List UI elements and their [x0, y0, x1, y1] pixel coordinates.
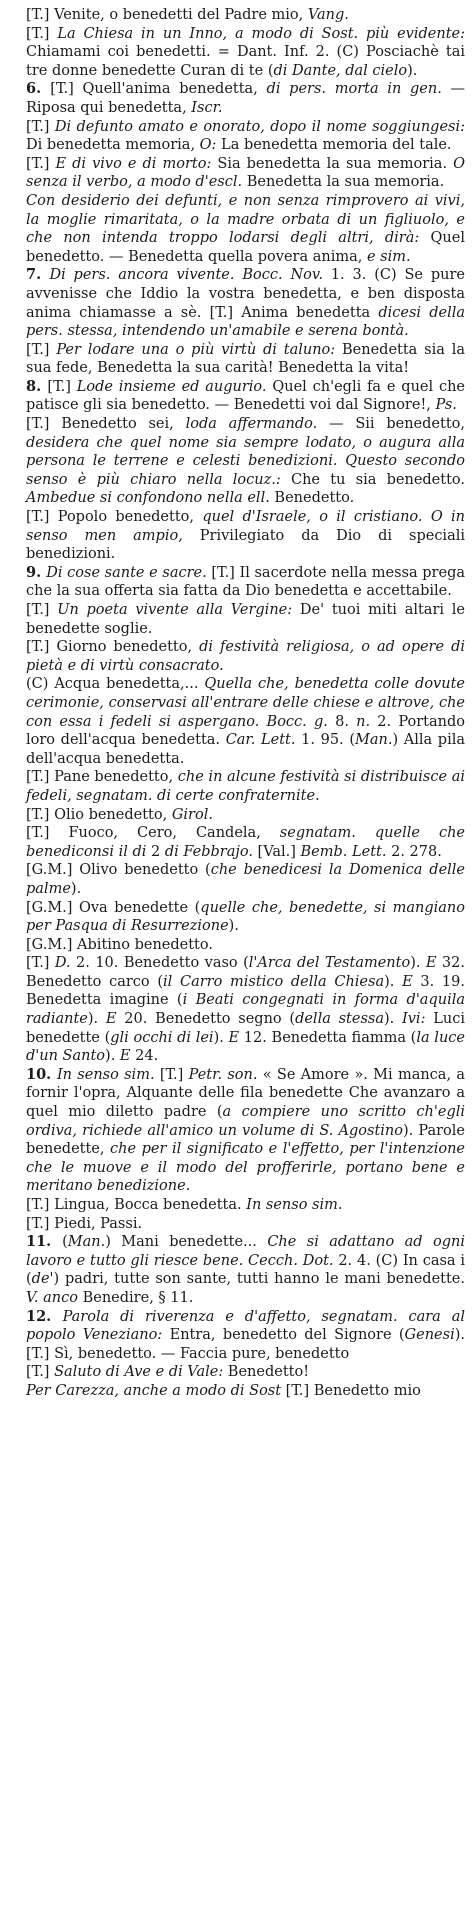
text-run: Benedire, § 11. — [78, 1289, 194, 1306]
text-run: [T.] — [26, 118, 55, 135]
text-run: Che tu sia benedetto. — [280, 471, 465, 488]
entry-paragraph — [8, 1363, 465, 1382]
text-run: 32. Benedetto carco ( — [26, 955, 465, 990]
text-run: 2. 278. — [386, 843, 442, 860]
italic-run: di festività religiosa, o ad opere di pietà e di virtù consacrato. — [26, 639, 465, 674]
text-run: Entra, benedetto del Signore ( — [162, 1327, 405, 1344]
italic-run: Ivi: — [402, 1011, 426, 1028]
italic-run: dicesi della pers. stessa, intendendo un'amabile e serena bontà. — [26, 304, 465, 340]
italic-run: Ps. — [435, 397, 457, 414]
italic-run: che in alcune festività si distribuisce ai fedeli, segnatam. di certe confraternite. — [26, 769, 465, 804]
section-number: 8. — [26, 377, 48, 395]
italic-run: Parola di riverenza e d'affetto, segnatam. cara al popolo Veneziano: — [26, 1308, 465, 1344]
text-run: [T.] Quell'anima benedetta, — [50, 81, 267, 98]
text-run: [T.] — [26, 602, 58, 618]
entry-paragraph — [8, 954, 465, 1066]
italic-run: V. anco — [26, 1289, 78, 1306]
entry-paragraph — [8, 1382, 465, 1401]
italic-run: gli occhi di lei — [110, 1029, 214, 1046]
text-run: ). — [383, 1011, 403, 1028]
entry-paragraph — [8, 415, 465, 508]
text-run: [T.] Benedetto mio — [281, 1382, 421, 1399]
italic-run: E — [228, 1029, 240, 1046]
text-run: ). [T.] Sì, benedetto. — Faccia pure, benedetto — [26, 1327, 465, 1362]
entry-paragraph — [8, 1308, 465, 1364]
text-run: 1. 3. (C) Se pure avvenisse che Iddio la vostra benedetta, e ben disposta anima chiamasse a sè. [T.] Anima benedetta — [26, 267, 465, 321]
text-run: 20. Benedetto segno ( — [116, 1011, 296, 1028]
italic-run: Man. — [67, 1234, 106, 1251]
italic-run: E — [119, 1048, 131, 1065]
text-run: [G.M.] Ova benedette ( — [26, 899, 201, 916]
italic-run: Un poeta vivente alla Vergine: — [57, 602, 293, 618]
italic-run: la luce d'un Santo — [26, 1029, 465, 1065]
text-run: — Sii benedetto, — [317, 416, 465, 433]
italic-run: che per il significato e l'effetto, per l'intenzione che le muove e il modo del profferirle, portano bene e meritano benedizione. — [26, 1141, 465, 1195]
italic-run: Per lodare una o più virtù di taluno: — [56, 341, 336, 358]
italic-run: Vang. — [307, 7, 349, 23]
text-run: (C) Acqua benedetta,... — [26, 676, 205, 693]
entry-paragraph — [8, 768, 465, 805]
italic-run: D. — [54, 955, 71, 972]
text-run: [T.] — [26, 155, 56, 172]
section-number: 6. — [26, 80, 51, 98]
text-run: [T.] — [154, 1066, 189, 1083]
entry-paragraph — [8, 341, 465, 378]
italic-run: Con desiderio dei defunti, e non senza rimprovero ai vivi, la moglie rimaritata, o la madre orbata di un figliuolo, e che non intenda troppo lodarsi degli altri, dirà: — [26, 192, 465, 247]
italic-run: loda affermando. — [185, 416, 318, 433]
italic-run: Di cose sante e sacre. — [46, 564, 207, 581]
entry-paragraph — [8, 155, 465, 192]
text-run: [G.M.] Abitino benedetto. — [26, 936, 213, 953]
italic-run: Di defunto amato e onorato, dopo il nome soggiungesi: — [54, 118, 465, 135]
italic-run: E — [402, 973, 413, 990]
section-number: 10. — [26, 1065, 57, 1083]
text-run: [T.] Popolo benedetto, — [26, 509, 203, 526]
text-run: 1. 95. ( — [295, 732, 355, 749]
text-run: ) Alla pila dell'acqua benedetta. — [26, 732, 465, 767]
italic-run: l'Arca del Testamento — [248, 955, 411, 972]
text-run: [Val.] — [252, 843, 301, 860]
text-run: ). — [213, 1029, 229, 1046]
entry-paragraph — [8, 564, 465, 601]
italic-run: Di pers. ancora vivente. Bocc. Nov. — [49, 267, 323, 284]
italic-run: Saluto di Ave e di Vale: — [54, 1364, 224, 1381]
entry-paragraph — [8, 118, 465, 155]
text-run: ). — [410, 955, 426, 972]
text-run: 8. — [327, 713, 357, 730]
italic-run: della stessa — [295, 1011, 384, 1028]
italic-run: Girol. — [171, 806, 213, 823]
italic-run: In senso sim. — [56, 1066, 155, 1083]
italic-run: O senza il verbo, a modo d'escl. — [26, 155, 465, 191]
italic-run: E — [425, 955, 437, 972]
text-run: « Se Amore ». Mi manca, a fornir l'opra, Alquante delle fila benedette Che avanzaro a quel mio diletto padre ( — [26, 1066, 465, 1121]
entry-paragraph — [8, 1196, 465, 1215]
italic-run: In senso sim. — [246, 1197, 343, 1213]
entry-paragraph — [8, 6, 465, 25]
italic-run: de' — [31, 1271, 54, 1288]
entry-paragraph — [8, 266, 465, 340]
italic-run: il Carro mistico della Chiesa — [163, 973, 385, 990]
text-run: Privilegiato da Dio di speciali benedizioni. — [26, 527, 465, 563]
italic-run: i Beati congegnati in forma d'aquila radiante — [26, 992, 465, 1028]
text-run: ). Parole benedette, — [26, 1122, 465, 1158]
italic-run: n. — [356, 713, 371, 730]
entry-paragraph — [8, 25, 465, 81]
text-run: Sia benedetta la sua memoria. — [211, 155, 454, 172]
entry-paragraph — [8, 1233, 465, 1307]
entry-paragraph — [8, 675, 465, 768]
entry-paragraph — [8, 601, 465, 638]
text-run: [T.] — [26, 1364, 55, 1381]
text-run: Chiamami coi benedetti. = Dant. Inf. 2. (C) Posciachè tai tre donne benedette Curan di te ( — [26, 44, 465, 79]
text-run: ). — [228, 918, 239, 935]
entry-paragraph — [8, 508, 465, 564]
text-run: [T.] — [26, 955, 55, 972]
entry-paragraph — [8, 638, 465, 675]
text-run: Benedetto. — [269, 490, 355, 507]
italic-run: Ambedue si confondono nella ell. — [26, 490, 270, 507]
entry-paragraph — [8, 192, 465, 266]
italic-run: Che si adattano ad ogni lavoro e tutto gli riesce bene. Cecch. Dot. — [26, 1234, 465, 1269]
italic-run: e sim. — [366, 248, 411, 265]
section-number: 12. — [26, 1307, 63, 1325]
entry-paragraph — [8, 824, 465, 861]
italic-run: di Dante, dal cielo — [273, 62, 408, 79]
entry-paragraph — [8, 1066, 465, 1196]
entry-paragraph — [8, 936, 465, 955]
italic-run: La Chiesa in un Inno, a modo di Sost. più evidente: — [57, 25, 466, 42]
text-run: 12. Benedetta fiamma ( — [239, 1029, 417, 1046]
text-run: Quel ch'egli fa e quel che patisce gli sia benedetto. — Benedetti voi dal Signore!, — [26, 378, 466, 414]
text-run: ). — [70, 880, 82, 897]
italic-run: segnatam. quelle che benediconsi il di — [26, 825, 465, 860]
text-run: Di benedetta memoria, — [26, 137, 200, 154]
text-run: La benedetta memoria del tale. — [216, 137, 452, 154]
text-run: [T.] Olio benedetto, — [26, 806, 172, 823]
text-run: Quel benedetto. — Benedetta quella povera anima, — [26, 230, 465, 265]
text-run: 2 — [146, 843, 165, 860]
text-run: [T.] Fuoco, Cero, Candela, — [26, 825, 280, 842]
text-run: 2. 4. (C) In casa i ( — [26, 1252, 465, 1288]
text-run: [T.] Giorno benedetto, — [26, 639, 200, 656]
text-run: ) padri, tutte son sante, tutti hanno le mani benedette. — [53, 1271, 465, 1288]
italic-run: quelle che, benedette, si mangiano per Pasqua di Resurrezione — [26, 899, 466, 935]
text-run: ). — [87, 1011, 106, 1028]
text-run: ( — [62, 1234, 68, 1251]
italic-run: che benedicesi la Domenica delle palme — [26, 862, 466, 897]
italic-run: desidera che quel nome sia sempre lodato, o augura alla persona le terrene e celesti benedizioni. Questo secondo senso è più chiaro nella locuz.: — [26, 434, 465, 488]
italic-run: a compiere uno scritto ch'egli ordiva, richiede all'amico un volume di S. Agostino — [26, 1104, 465, 1139]
text-run: [T.] Il sacerdote nella messa prega che la sua offerta sia fatta da Dio benedetta e accettabile. — [26, 564, 465, 600]
text-run: [T.] — [26, 25, 58, 42]
section-number: 11. — [26, 1233, 63, 1251]
entry-paragraph — [8, 1215, 465, 1234]
section-number: 7. — [26, 266, 50, 284]
entry-paragraph — [8, 899, 465, 936]
text-run: ). — [407, 62, 418, 79]
italic-run: E di vivo e di morto: — [55, 155, 212, 172]
italic-run: di pers. morta in gen. — [266, 81, 442, 98]
italic-run: Man. — [355, 732, 393, 749]
text-run: ). — [384, 973, 403, 990]
text-run: [T.] Venite, o benedetti del Padre mio, — [26, 7, 308, 23]
italic-run: Quella che, benedetta colle dovute cerimonie, conservasi all'entrare delle chiese e altrove, che con essa i fedeli si aspergano. Bocc. g. — [26, 676, 465, 730]
italic-run: E — [105, 1011, 117, 1028]
text-run: 3. 19. Benedetta imagine ( — [26, 973, 465, 1009]
italic-run: O: — [199, 137, 217, 154]
text-run: ). — [105, 1048, 120, 1065]
text-run: [T.] Benedetto sei, — [26, 416, 186, 433]
italic-run: di Febbrajo. — [164, 843, 253, 860]
italic-run: Petr. son. — [188, 1066, 258, 1083]
text-run: [G.M.] Olivo benedetto ( — [26, 862, 211, 879]
italic-run: Per Carezza, anche a modo di Sost — [26, 1382, 282, 1399]
text-run: [T.] Pane benedetto, — [26, 769, 178, 786]
text-run: ) Mani benedette... — [105, 1234, 268, 1251]
section-number: 9. — [26, 563, 47, 581]
italic-run: Iscr. — [191, 99, 223, 116]
text-run: [T.] — [47, 378, 77, 395]
text-run: [T.] — [26, 341, 57, 358]
text-run: — Riposa qui benedetta, — [26, 81, 466, 116]
text-run: 24. — [130, 1048, 159, 1065]
entry-paragraph — [8, 378, 465, 415]
text-run: 2. Portando loro dell'acqua benedetta. — [26, 713, 465, 749]
italic-run: Bemb. Lett. — [300, 843, 387, 860]
italic-run: Car. Lett. — [225, 732, 296, 749]
entry-paragraph — [8, 806, 465, 825]
italic-run: Genesi — [404, 1327, 455, 1344]
text-run: De' tuoi miti altari le benedette soglie. — [26, 602, 465, 637]
text-run: [T.] Lingua, Bocca benedetta. — [26, 1197, 247, 1213]
text-run: Benedetta la sua memoria. — [242, 174, 445, 191]
entry-paragraph — [8, 861, 465, 898]
italic-run: Lode insieme ed augurio. — [76, 378, 267, 395]
italic-run: quel d'Israele, o il cristiano. O in senso men ampio, — [26, 509, 465, 544]
text-run: Benedetto! — [223, 1364, 310, 1381]
entry-paragraph — [8, 80, 465, 117]
entry-list — [8, 6, 465, 1401]
text-run: 2. 10. Benedetto vaso ( — [70, 955, 249, 972]
text-run: [T.] Piedi, Passi. — [26, 1215, 143, 1232]
text-run: Benedetta sia la sua fede, Benedetta la sua carità! Benedetta la vita! — [26, 341, 466, 377]
text-run: Luci benedette ( — [26, 1011, 465, 1046]
